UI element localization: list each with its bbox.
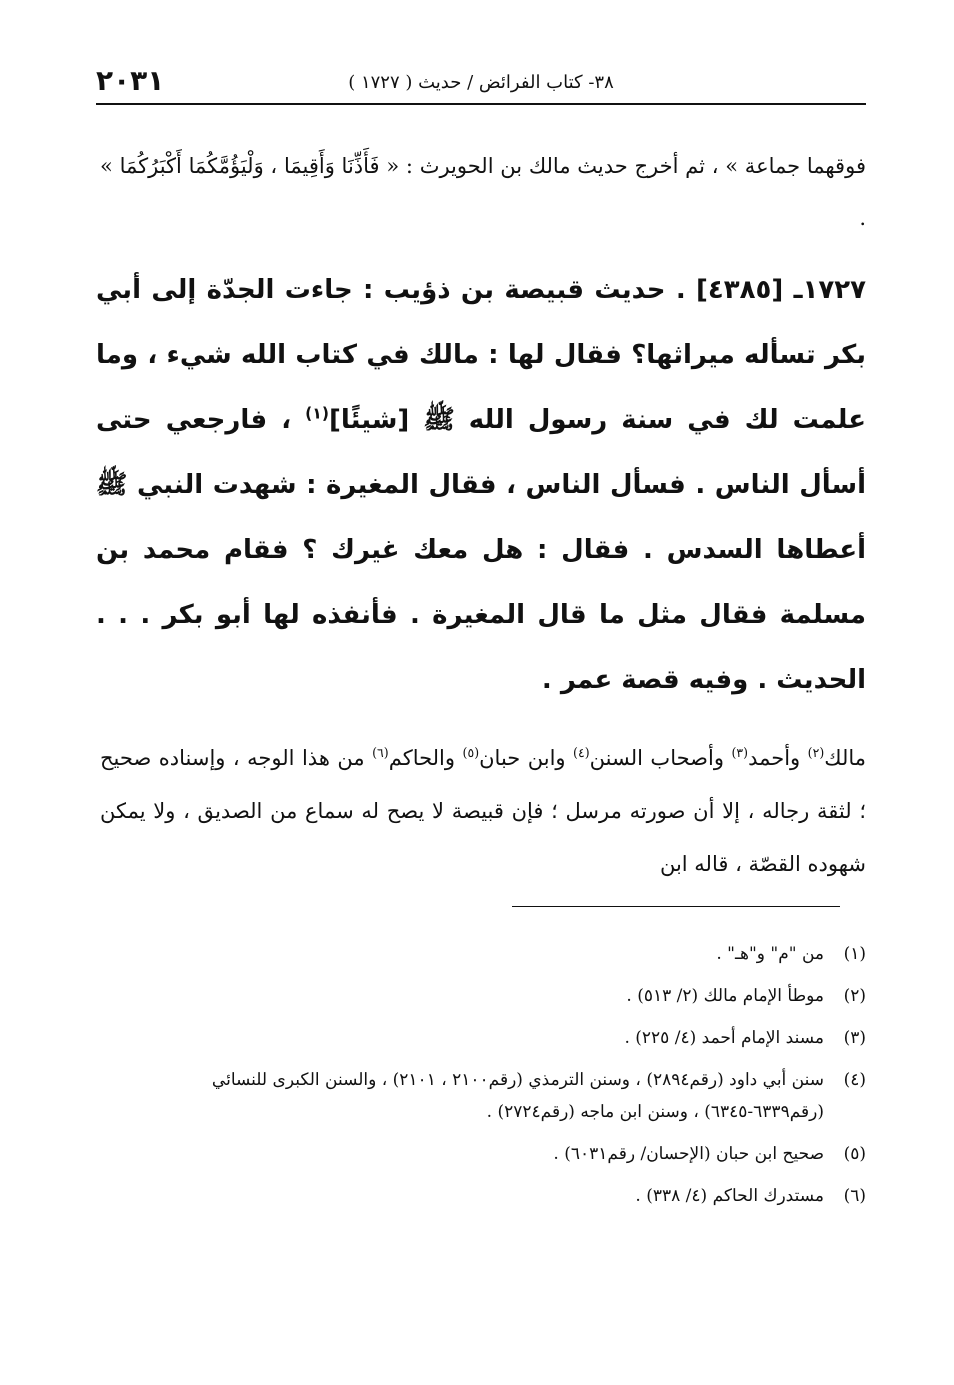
footnote-item: [98, 938, 866, 970]
footnote-marker: (٤): [573, 745, 590, 760]
hadith-paragraph: [96, 258, 866, 713]
commentary-text: من هذا الوجه ، وإسناده صحيح ؛ لثقة رجاله ، إلا أن صورته مرسل ؛ فإن قبيصة لا يصح له سماع من الصديق ، ولا يمكن شهوده القصّة ، قاله ابن: [100, 746, 866, 876]
commentary-text: وأصحاب السنن: [589, 746, 732, 770]
page-number: ٢٠٣١: [96, 64, 165, 97]
footnote-number: (٣): [843, 1028, 866, 1048]
hadith-number: ١٧٢٧ـ [٤٣٨٥] .: [675, 275, 867, 305]
footnote-number: (١): [843, 944, 866, 964]
intro-paragraph: فوقهما جماعة » ، ثم أخرج حديث مالك بن الحويرث : « فَأَذِّنَا وَأَقِيمَا ، وَلْيَؤُمَّكُمَا أَكْبَرُكُمَا » .: [100, 154, 866, 230]
footnote-marker: (٦): [372, 745, 389, 760]
footnote-item: [98, 1064, 866, 1128]
running-title: ٣٨- كتاب الفرائض / حديث ( ١٧٢٧ ): [348, 72, 614, 93]
footnote-number: (٦): [843, 1186, 866, 1206]
commentary-text: مالك: [824, 746, 867, 770]
hadith-text-part1: حديث قبيصة بن ذؤيب : جاءت الجدّة إلى أبي بكر تسأله ميراثها؟ فقال لها : مالك في كتاب الله شيء ، وما علمت لك في سنة رسول الله ﷺ [شيئًا]: [96, 275, 867, 435]
commentary-text: وأحمد: [748, 746, 808, 770]
footnote-item: [98, 1022, 866, 1054]
footnote-marker: (٣): [731, 745, 749, 760]
footnote-marker: (١): [305, 404, 329, 423]
footnote-text: موطأ الإمام مالك (٢/ ٥١٣) .: [626, 986, 824, 1006]
hadith-text-part2: ، فارجعي حتى أسأل الناس . فسأل الناس ، فقال المغيرة : شهدت النبي ﷺ أعطاها السدس . فقال : هل معك غيرك ؟ فقام محمد بن مسلمة فقال مثل ما قال المغيرة . فأنفذه لها أبو بكر . . . الحديث . وفيه قصة عمر .: [96, 405, 866, 695]
footnote-text: مستدرك الحاكم (٤/ ٣٣٨) .: [635, 1186, 824, 1206]
footnote-text: صحيح ابن حبان (الإحسان/ رقم٦٠٣١) .: [553, 1144, 824, 1164]
footnote-marker: (٢): [807, 745, 825, 760]
footnote-item: [98, 980, 866, 1012]
page-header: [96, 60, 866, 100]
footnote-separator: [512, 906, 840, 907]
footnote-number: (٢): [843, 986, 866, 1006]
footnotes-list: [98, 938, 866, 1222]
footnote-text: مسند الإمام أحمد (٤/ ٢٢٥) .: [624, 1028, 824, 1048]
footnote-item: [98, 1138, 866, 1170]
commentary-text: والحاكم: [388, 746, 463, 770]
commentary-text: وابن حبان: [479, 746, 574, 770]
footnote-number: (٥): [843, 1144, 866, 1164]
footnote-text: من "م" و"هـ" .: [716, 944, 824, 964]
footnote-item: [98, 1180, 866, 1212]
commentary-paragraph: [100, 732, 866, 891]
footnote-marker: (٥): [462, 745, 480, 760]
header-rule: [96, 103, 866, 105]
footnote-number: (٤): [843, 1070, 866, 1090]
footnote-text: سنن أبي داود (رقم٢٨٩٤) ، وسنن الترمذي (رقم٢١٠٠ ، ٢١٠١) ، والسنن الكبرى للنسائي (رقم٦٣٣٩-٦٣٤٥) ، وسنن ابن ماجه (رقم٢٧٢٤) .: [211, 1070, 824, 1122]
